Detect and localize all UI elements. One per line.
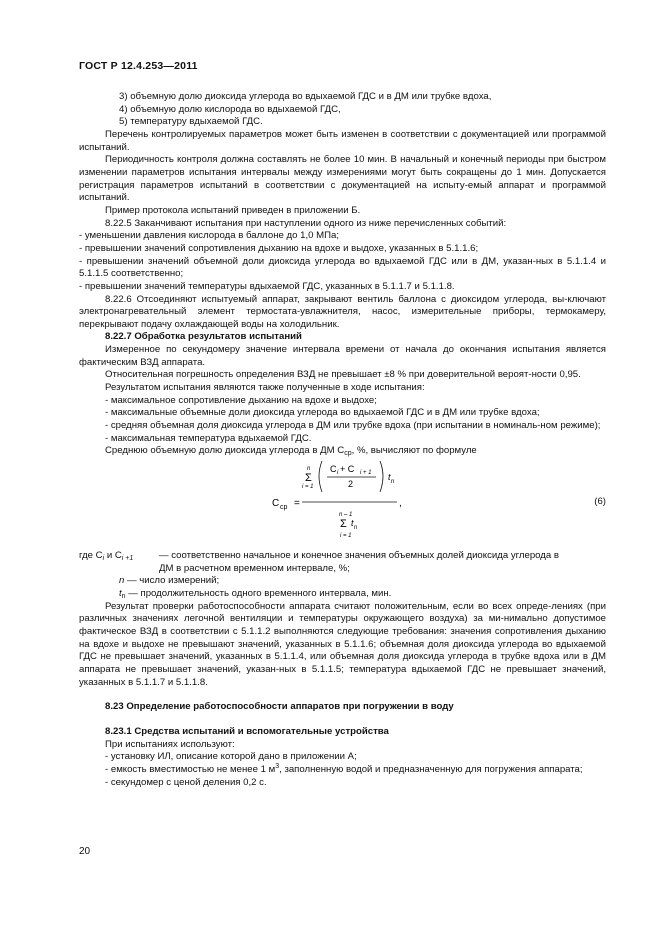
formula-den-top: n – 1 (339, 512, 353, 519)
formula-t: t (388, 472, 391, 483)
formula-den-t: t (351, 518, 354, 529)
formula-den-t-sub: n (354, 525, 358, 532)
where-label: где $С_i$ и $С_{i +1}$ (79, 550, 134, 563)
formula-lhs-sub: ср (280, 504, 288, 512)
formula-t-sub: n (391, 479, 395, 486)
formula-sum-bottom: i = 1 (302, 484, 314, 491)
formula-den-bottom: i = 1 (340, 533, 352, 540)
paragraph: Перечень контролируемых параметров может быть изменен в соответствии с документацией или программой испытаний. (79, 128, 606, 153)
list-item: - секундомер с ценой деления 0,2 с. (105, 776, 267, 788)
list-item: 3) объемную долю диоксида углерода во вдыхаемой ГДС и в ДМ или трубке вдоха, (119, 91, 492, 102)
paragraph: Результат проверки работоспособности аппарата считают положительным, если во всех опреде-лениях (при различных значениях легочной вентиляции и температуры окружающего воздуха) за ми-нимально допустимое фактическое ВЗД в соответствии с 5.1.1.2 выполняются следующие требования: значения сопротивления дыханию на вдохе и выдохе не превышают значений, указанных в 5.1.1.6; объемная доля диоксида углерода во вдыхаемой ГДС не превышает значений, указанных в 5.1.1.4, или объемная доля диоксида углерода в трубке вдоха или в ДМ аппарата не превышает значений, указан-ных в 5.1.1.5; температура вдыхаемой ГДС не превышает значений, указанных в 5.1.1.7 и 5.1.1.8. (79, 600, 606, 688)
paragraph: Измеренное по секундомеру значение интервала времени от начала до окончания испытания является фактическим ВЗД аппарата. (79, 344, 606, 368)
paragraph: Относительная погрешность определения ВЗД не превышает ±8 % при доверительной вероят-ности 0,95. (105, 369, 581, 381)
list-item: - емкость вместимостью не менее 1 $м^3$, заполненную водой и предназначенную для погружения аппарата; (105, 762, 583, 775)
section-heading: 8.23 Определение работоспособности аппаратов при погружении в воду (105, 701, 454, 713)
where-block (79, 550, 606, 601)
equation-number: (6) (594, 496, 606, 508)
formula-equals: = (294, 498, 300, 510)
list-item: - средняя объемная доля диоксида углерода в ДМ или трубке вдоха (при испытании в номиналь-ном режиме); (105, 420, 601, 432)
formula-lhs: С (272, 498, 280, 510)
formula-ci: С (330, 464, 337, 475)
formula-two: 2 (348, 479, 354, 490)
paragraph: Периодичность контроля должна составлять не более 10 мин. В начальный и конечный периоды при быстром изменении параметров испытания интервалы между измерениями могут быть сокращены до 1 мин. Допускается регистрация параметров испытаний в соответствии с документацией на испыту-емый аппарат и программой испытаний. (79, 154, 606, 204)
paragraph: При испытаниях используют: (105, 738, 235, 750)
list-item: - превышении значений сопротивления дыханию на вдохе и выдохе, указанных в 5.1.1.6; (79, 242, 479, 254)
formula-sigma-num: Σ (305, 472, 312, 485)
list-item: - превышении значений объемной доли диоксида углерода во вдыхаемой ГДС или в ДМ, указан-ных в 5.1.1.4 и 5.1.1.5 соответственно; (79, 255, 606, 280)
formula-paren-right (380, 461, 383, 492)
where-definition-n: n — число измерений; (119, 575, 220, 587)
formula-intro: Среднюю объемную долю диоксида углерода в ДМ $С_{ср}$, %, вычисляют по формуле (105, 445, 477, 458)
formula-ci-sub: i (337, 470, 339, 477)
document-body (79, 91, 606, 789)
paragraph: Пример протокола испытаний приведен в приложении Б. (105, 204, 361, 216)
list-item: 4) объемную долю кислорода во вдыхаемой ГДС, (119, 103, 341, 115)
document-header: ГОСТ Р 12.4.253—2011 (79, 60, 198, 72)
where-definition-c: — соответственно начальное и конечное значения объемных долей диоксида углерода в (159, 550, 559, 562)
formula-paren-left (319, 461, 322, 492)
where-definition-c-cont: ДМ в расчетном временном интервале, %; (159, 562, 350, 574)
paragraph: Результатом испытания являются также полученные в ходе испытания: (105, 382, 425, 394)
list-item: - максимальная температура вдыхаемой ГДС. (105, 432, 312, 444)
list-item: - уменьшении давления кислорода в баллоне до 1,0 МПа; (79, 230, 340, 242)
formula-ci1-sub: i + 1 (360, 470, 372, 477)
formula-sigma-den: Σ (340, 518, 347, 531)
list-item: - максимальное сопротивление дыханию на вдохе и выдохе; (105, 394, 377, 406)
subsection-heading: 8.23.1 Средства испытаний и вспомогательные устройства (105, 725, 389, 737)
formula-block (79, 458, 606, 550)
list-item: - максимальные объемные доли диоксида углерода во вдыхаемой ГДС и в ДМ или трубке вдоха; (105, 407, 540, 419)
list-item: 5) температуру вдыхаемой ГДС. (119, 116, 263, 128)
clause-8-22-6: 8.22.6 Отсоединяют испытуемый аппарат, закрывают вентиль баллона с диоксидом углерода, вы-ключают электронагревательный элемент термостата-увлажнителя, насос, измерительные приборы, термокамеру, перекрывают подачу охлаждающей воды на холодильник. (79, 293, 606, 330)
page-number: 20 (79, 846, 91, 857)
list-item: - установку ИЛ, описание которой дано в приложении А; (105, 751, 357, 763)
clause-8-22-5: 8.22.5 Заканчивают испытания при наступлении одного из ниже перечисленных событий: (105, 217, 507, 229)
formula-6 (272, 460, 512, 548)
section-heading: 8.22.7 Обработка результатов испытаний (105, 331, 302, 343)
formula-sum-top: n (307, 466, 311, 473)
list-item: - превышении значений температуры вдыхаемой ГДС, указанных в 5.1.1.7 и 5.1.1.8. (79, 280, 455, 292)
where-definition-t: $t_n$ — продолжительность одного временного интервала, мин. (119, 588, 392, 600)
formula-plus-c: + С (340, 464, 355, 475)
formula-comma: , (399, 498, 402, 510)
